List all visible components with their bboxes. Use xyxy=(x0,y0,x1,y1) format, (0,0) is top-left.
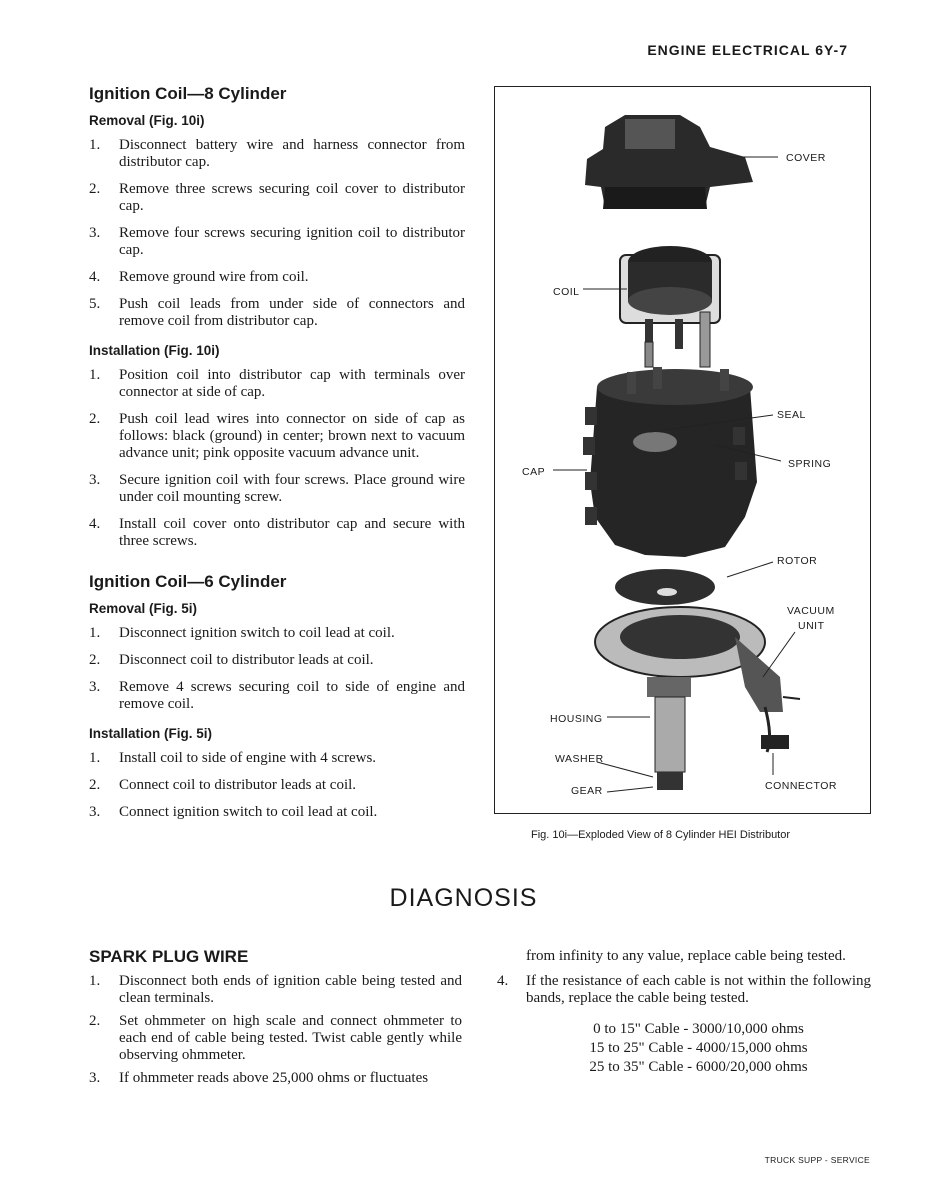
cover-illustration xyxy=(585,115,753,209)
callout-rotor: ROTOR xyxy=(777,555,818,567)
list-item: 2. Disconnect coil to distributor leads at coil. xyxy=(89,652,374,668)
figure-exploded-view xyxy=(494,86,871,814)
diagnosis-title: DIAGNOSIS xyxy=(389,884,538,912)
removal-steps-6 xyxy=(89,625,465,713)
band-row: 25 to 35" Cable - 6000/20,000 ohms xyxy=(589,1059,808,1075)
spark-plug-right-column xyxy=(497,948,871,1077)
callout-unit: UNIT xyxy=(798,620,825,632)
list-item: 2. Push coil lead wires into connector on side of cap as follows: black (ground) in center; brown next to vacuum advance unit; pink opposite vacuum advance unit. xyxy=(89,411,465,461)
list-item: 2. Remove three screws securing coil cover to distributor cap. xyxy=(89,181,465,214)
callout-gear: GEAR xyxy=(571,785,603,797)
list-item: 4. Install coil cover onto distributor cap and secure with three screws. xyxy=(89,516,465,549)
list-item: 3. Remove four screws securing ignition coil to distributor cap. xyxy=(89,225,465,258)
figure-caption: Fig. 10i—Exploded View of 8 Cylinder HEI Distributor xyxy=(531,829,791,841)
section-title-coil-6: Ignition Coil—6 Cylinder xyxy=(89,572,287,591)
housing-illustration xyxy=(595,607,800,790)
spark-plug-left-column xyxy=(89,947,462,1100)
list-item: 4. Remove ground wire from coil. xyxy=(89,269,309,285)
step-3-continuation: from infinity to any value, replace cable being tested. xyxy=(526,948,846,964)
left-column xyxy=(89,84,465,834)
running-head: ENGINE ELECTRICAL 6Y-7 xyxy=(647,42,848,58)
list-item: 2. Set ohmmeter on high scale and connect ohmmeter to each end of cable being tested. Twist cable gently while observing ohmmeter. xyxy=(89,1013,462,1063)
list-item: 1. Disconnect both ends of ignition cable being tested and clean terminals. xyxy=(89,973,462,1006)
list-item: 3. If ohmmeter reads above 25,000 ohms or fluctuates xyxy=(89,1070,429,1086)
list-item: 3. Secure ignition coil with four screws. Place ground wire under coil mounting screw. xyxy=(89,472,465,505)
callout-housing: HOUSING xyxy=(550,713,603,725)
list-item: 4. If the resistance of each cable is not within the following bands, replace the cable being tested. xyxy=(497,973,871,1006)
installation-steps-8 xyxy=(89,367,465,550)
list-item: 3. Remove 4 screws securing coil to side of engine and remove coil. xyxy=(89,679,465,712)
band-row: 15 to 25" Cable - 4000/15,000 ohms xyxy=(589,1040,808,1056)
footer-text: TRUCK SUPP - SERVICE xyxy=(764,1155,870,1165)
subtitle-removal-6: Removal (Fig. 5i) xyxy=(89,601,198,616)
subtitle-installation-8: Installation (Fig. 10i) xyxy=(89,343,220,358)
callout-washer: WASHER xyxy=(555,753,604,765)
distributor-illustration xyxy=(495,87,871,814)
list-item: 1. Position coil into distributor cap with terminals over connector at side of cap. xyxy=(89,367,465,400)
band-row: 0 to 15" Cable - 3000/10,000 ohms xyxy=(593,1021,804,1037)
list-item: 1. Disconnect ignition switch to coil lead at coil. xyxy=(89,625,395,641)
spark-plug-steps xyxy=(89,973,462,1087)
list-item: 1. Disconnect battery wire and harness connector from distributor cap. xyxy=(89,137,465,170)
spark-plug-steps-continued xyxy=(497,973,871,1007)
callout-coil: COIL xyxy=(553,286,580,298)
coil-illustration xyxy=(620,246,720,367)
resistance-bands xyxy=(497,1020,871,1077)
subtitle-removal-8: Removal (Fig. 10i) xyxy=(89,113,205,128)
cap-illustration xyxy=(583,367,757,557)
removal-steps-8 xyxy=(89,137,465,330)
list-item: 3. Connect ignition switch to coil lead at coil. xyxy=(89,804,378,820)
callout-seal: SEAL xyxy=(777,409,806,421)
section-title-coil-8: Ignition Coil—8 Cylinder xyxy=(89,84,287,103)
callout-cap: CAP xyxy=(522,466,546,478)
callout-vacuum: VACUUM xyxy=(787,605,835,617)
callout-cover: COVER xyxy=(786,152,826,164)
callout-spring: SPRING xyxy=(788,458,832,470)
section-title-spark-plug-wire: SPARK PLUG WIRE xyxy=(89,947,249,966)
installation-steps-6 xyxy=(89,750,465,821)
callout-connector: CONNECTOR xyxy=(765,780,837,792)
subtitle-installation-6: Installation (Fig. 5i) xyxy=(89,726,213,741)
rotor-illustration xyxy=(615,569,715,605)
list-item: 2. Connect coil to distributor leads at coil. xyxy=(89,777,357,793)
list-item: 1. Install coil to side of engine with 4 screws. xyxy=(89,750,377,766)
list-item: 5. Push coil leads from under side of connectors and remove coil from distributor cap. xyxy=(89,296,465,329)
